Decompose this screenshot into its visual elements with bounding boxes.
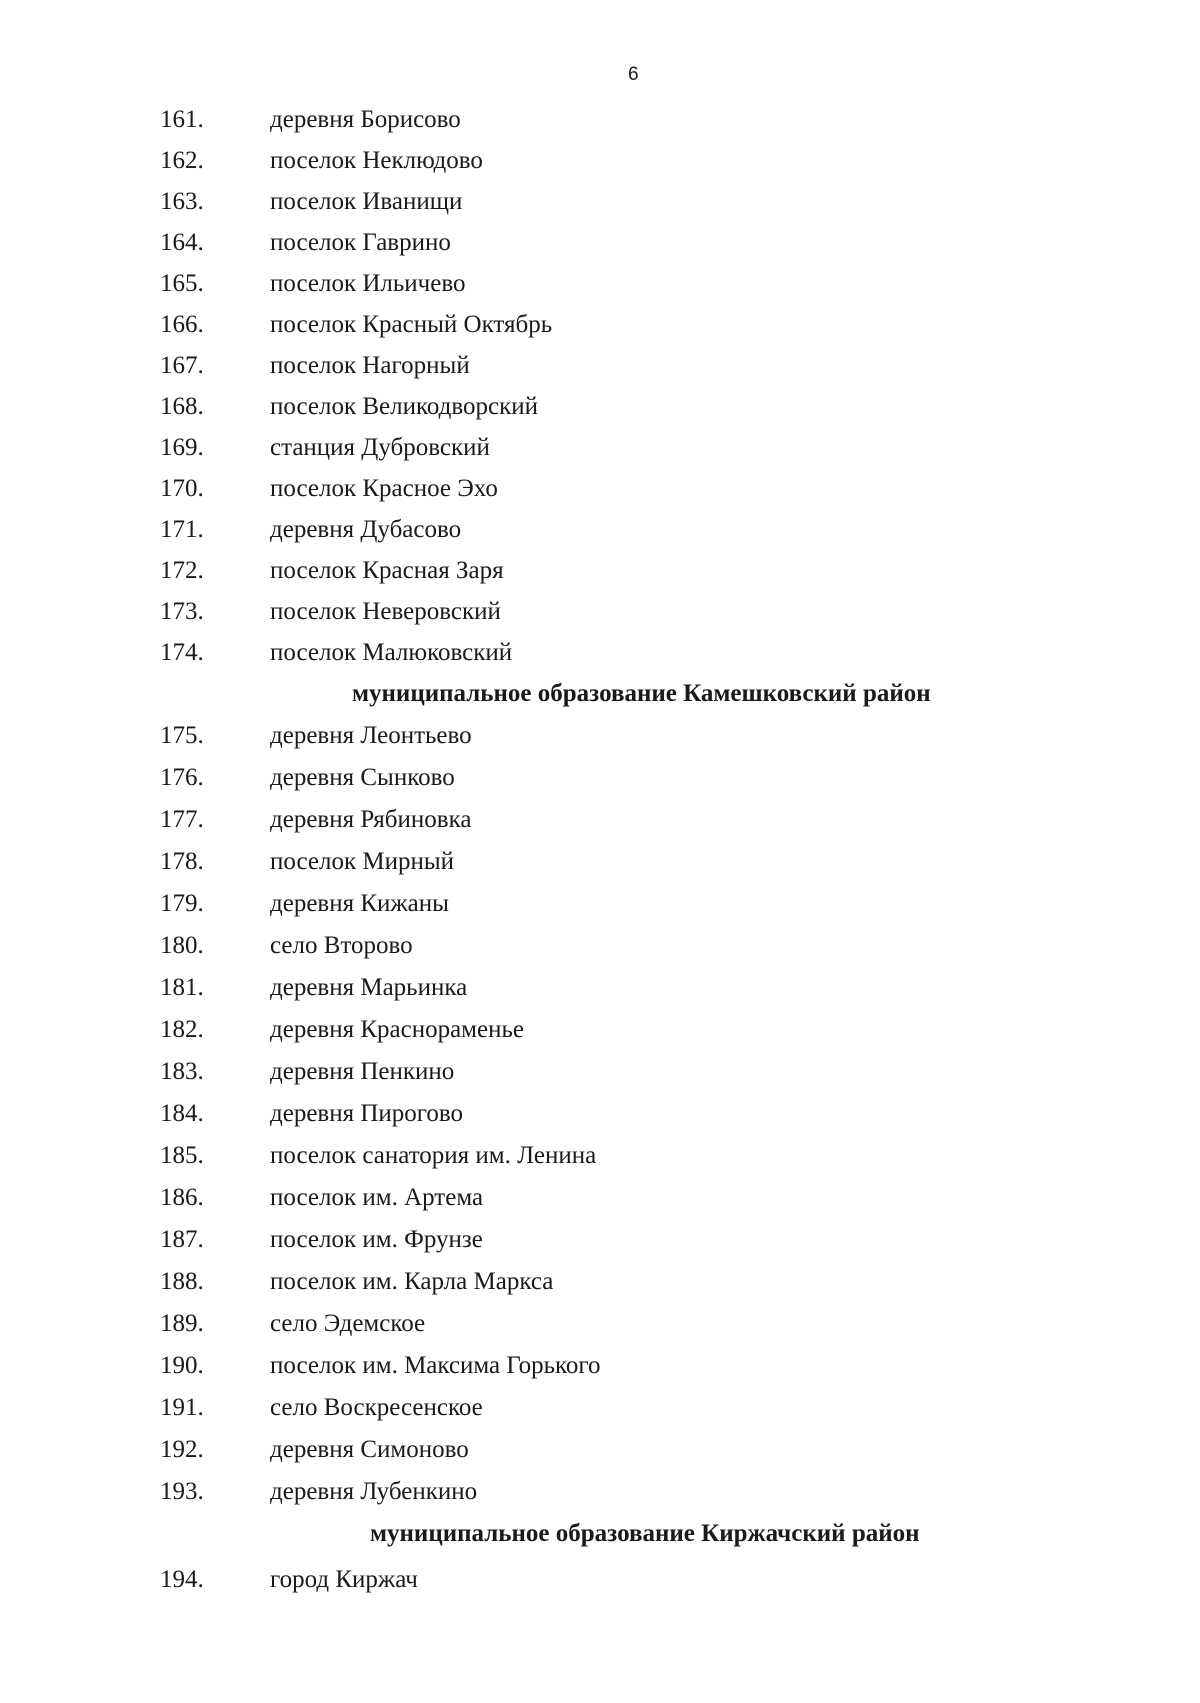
item-name: деревня Борисово xyxy=(270,106,461,133)
item-number: 174. xyxy=(160,639,204,666)
item-name: поселок Ильичево xyxy=(270,270,466,297)
item-name: поселок Красное Эхо xyxy=(270,475,498,502)
item-number: 165. xyxy=(160,270,204,297)
item-number: 163. xyxy=(160,188,204,215)
item-name: поселок Нагорный xyxy=(270,352,470,379)
item-number: 173. xyxy=(160,598,204,625)
item-number: 180. xyxy=(160,932,204,959)
item-number: 170. xyxy=(160,475,204,502)
item-number: 162. xyxy=(160,147,204,174)
item-number: 192. xyxy=(160,1436,204,1463)
item-name: деревня Симоново xyxy=(270,1436,469,1463)
item-number: 177. xyxy=(160,806,204,833)
item-name: деревня Пенкино xyxy=(270,1058,455,1085)
item-name: село Воскресенское xyxy=(270,1394,483,1421)
item-name: деревня Краснораменье xyxy=(270,1016,524,1043)
item-number: 185. xyxy=(160,1142,204,1169)
item-name: поселок им. Максима Горького xyxy=(270,1352,601,1379)
item-number: 168. xyxy=(160,393,204,420)
item-number: 193. xyxy=(160,1478,204,1505)
item-name: деревня Леонтьево xyxy=(270,722,472,749)
item-number: 167. xyxy=(160,352,204,379)
item-name: поселок Гаврино xyxy=(270,229,451,256)
item-name: деревня Рябиновка xyxy=(270,806,472,833)
item-name: село Эдемское xyxy=(270,1310,426,1337)
item-name: поселок Великодворский xyxy=(270,393,539,420)
item-number: 176. xyxy=(160,764,204,791)
item-number: 181. xyxy=(160,974,204,1001)
item-number: 191. xyxy=(160,1394,204,1421)
item-name: поселок им. Карла Маркса xyxy=(270,1268,554,1295)
section-heading xyxy=(0,674,1200,714)
section-heading-text: муниципальное образование Камешковский район xyxy=(352,680,931,707)
item-name: поселок Красная Заря xyxy=(270,557,504,584)
item-number: 186. xyxy=(160,1184,204,1211)
item-number: 175. xyxy=(160,722,204,749)
item-name: поселок Красный Октябрь xyxy=(270,311,553,338)
item-name: деревня Сынково xyxy=(270,764,455,791)
item-number: 178. xyxy=(160,848,204,875)
item-number: 187. xyxy=(160,1226,204,1253)
item-name: поселок Мирный xyxy=(270,848,455,875)
item-number: 188. xyxy=(160,1268,204,1295)
item-number: 164. xyxy=(160,229,204,256)
item-name: город Киржач xyxy=(270,1566,418,1593)
item-name: поселок Малюковский xyxy=(270,639,513,666)
item-name: поселок им. Фрунзе xyxy=(270,1226,483,1253)
item-name: поселок им. Артема xyxy=(270,1184,484,1211)
item-number: 194. xyxy=(160,1566,204,1593)
item-name: деревня Марьинка xyxy=(270,974,468,1001)
item-number: 166. xyxy=(160,311,204,338)
item-name: поселок Неклюдово xyxy=(270,147,483,174)
item-number: 190. xyxy=(160,1352,204,1379)
item-name: деревня Дубасово xyxy=(270,516,462,543)
item-number: 169. xyxy=(160,434,204,461)
item-number: 183. xyxy=(160,1058,204,1085)
item-number: 161. xyxy=(160,106,204,133)
item-number: 179. xyxy=(160,890,204,917)
item-name: деревня Лубенкино xyxy=(270,1478,478,1505)
item-number: 189. xyxy=(160,1310,204,1337)
item-name: станция Дубровский xyxy=(270,434,490,461)
item-name: деревня Пирогово xyxy=(270,1100,464,1127)
item-number: 182. xyxy=(160,1016,204,1043)
item-name: поселок Иванищи xyxy=(270,188,463,215)
item-name: село Второво xyxy=(270,932,413,959)
section-heading-text: муниципальное образование Киржачский район xyxy=(370,1520,920,1547)
item-number: 184. xyxy=(160,1100,204,1127)
item-number: 172. xyxy=(160,557,204,584)
item-name: поселок санатория им. Ленина xyxy=(270,1142,597,1169)
page-number: 6 xyxy=(628,64,639,85)
item-number: 171. xyxy=(160,516,204,543)
item-name: поселок Неверовский xyxy=(270,598,501,625)
item-name: деревня Кижаны xyxy=(270,890,449,917)
section-heading xyxy=(0,1514,1200,1554)
